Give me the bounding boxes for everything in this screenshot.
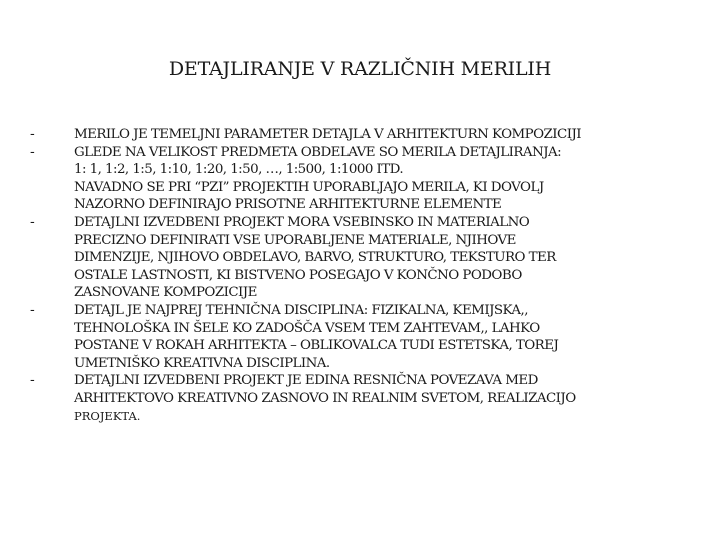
bullet-line: OSTALE LASTNOSTI, KI BISTVENO POSEGAJO V KONČNO PODOBO (74, 267, 522, 283)
bullet-line: ARHITEKTOVO KREATIVNO ZASNOVO IN REALNIM SVETOM, REALIZACIJO (74, 390, 576, 406)
bullet-line: PRECIZNO DEFINIRATI VSE UPORABLJENE MATERIALE, NJIHOVE (74, 232, 516, 248)
bullet-text (74, 144, 690, 214)
bullet-line: DETAJLNI IZVEDBENI PROJEKT JE EDINA RESNIČNA POVEZAVA MED (74, 373, 538, 389)
bullet-line: TEHNOLOŠKA IN ŠELE KO ZADOŠČA VSEM TEM ZAHTEVAM,, LAHKO (74, 320, 540, 336)
bullet-text (74, 214, 690, 302)
bullet-dash: - (30, 372, 35, 389)
bullet-item (30, 214, 690, 302)
bullet-text (74, 372, 690, 425)
bullet-line: NAZORNO DEFINIRAJO PRISOTNE ARHITEKTURNE ELEMENTE (74, 197, 502, 213)
bullet-line: PROJEKTA. (74, 408, 141, 423)
bullet-line: ZASNOVANE KOMPOZICIJE (74, 285, 257, 301)
bullet-dash: - (30, 126, 35, 142)
bullet-line: GLEDE NA VELIKOST PREDMETA OBDELAVE SO MERILA DETAJLIRANJA: (74, 144, 562, 160)
bullet-line: UMETNIŠKO KREATIVNA DISCIPLINA. (74, 355, 330, 371)
bullet-line: DIMENZIJE, NJIHOVO OBDELAVO, BARVO, STRUKTURO, TEKSTURO TER (74, 250, 556, 266)
bullet-line: 1: 1, 1:2, 1:5, 1:10, 1:20, 1:50, …, 1:500, 1:1000 ITD. (74, 162, 404, 178)
bullet-item (30, 372, 690, 425)
bullet-item (30, 302, 690, 372)
bullet-dash: - (30, 213, 35, 230)
bullet-item (30, 144, 690, 214)
bullet-dash: - (30, 143, 35, 160)
bullet-item (30, 126, 690, 144)
bullet-dash: - (30, 301, 35, 318)
bullet-line: DETAJLNI IZVEDBENI PROJEKT MORA VSEBINSKO IN MATERIALNO (74, 214, 530, 230)
bullet-list (30, 126, 690, 425)
bullet-line: DETAJL JE NAJPREJ TEHNIČNA DISCIPLINA: FIZIKALNA, KEMIJSKA,, (74, 302, 528, 318)
bullet-text (74, 126, 690, 144)
bullet-line: MERILO JE TEMELJNI PARAMETER DETAJLA V ARHITEKTURN KOMPOZICIJI (74, 127, 582, 142)
bullet-text (74, 302, 690, 372)
slide-title: DETAJLIRANJE V RAZLIČNIH MERILIH (168, 58, 552, 80)
bullet-line: NAVADNO SE PRI “PZI” PROJEKTIH UPORABLJAJO MERILA, KI DOVOLJ (74, 179, 544, 195)
bullet-line: POSTANE V ROKAH ARHITEKTA – OBLIKOVALCA TUDI ESTETSKA, TOREJ (74, 338, 559, 354)
